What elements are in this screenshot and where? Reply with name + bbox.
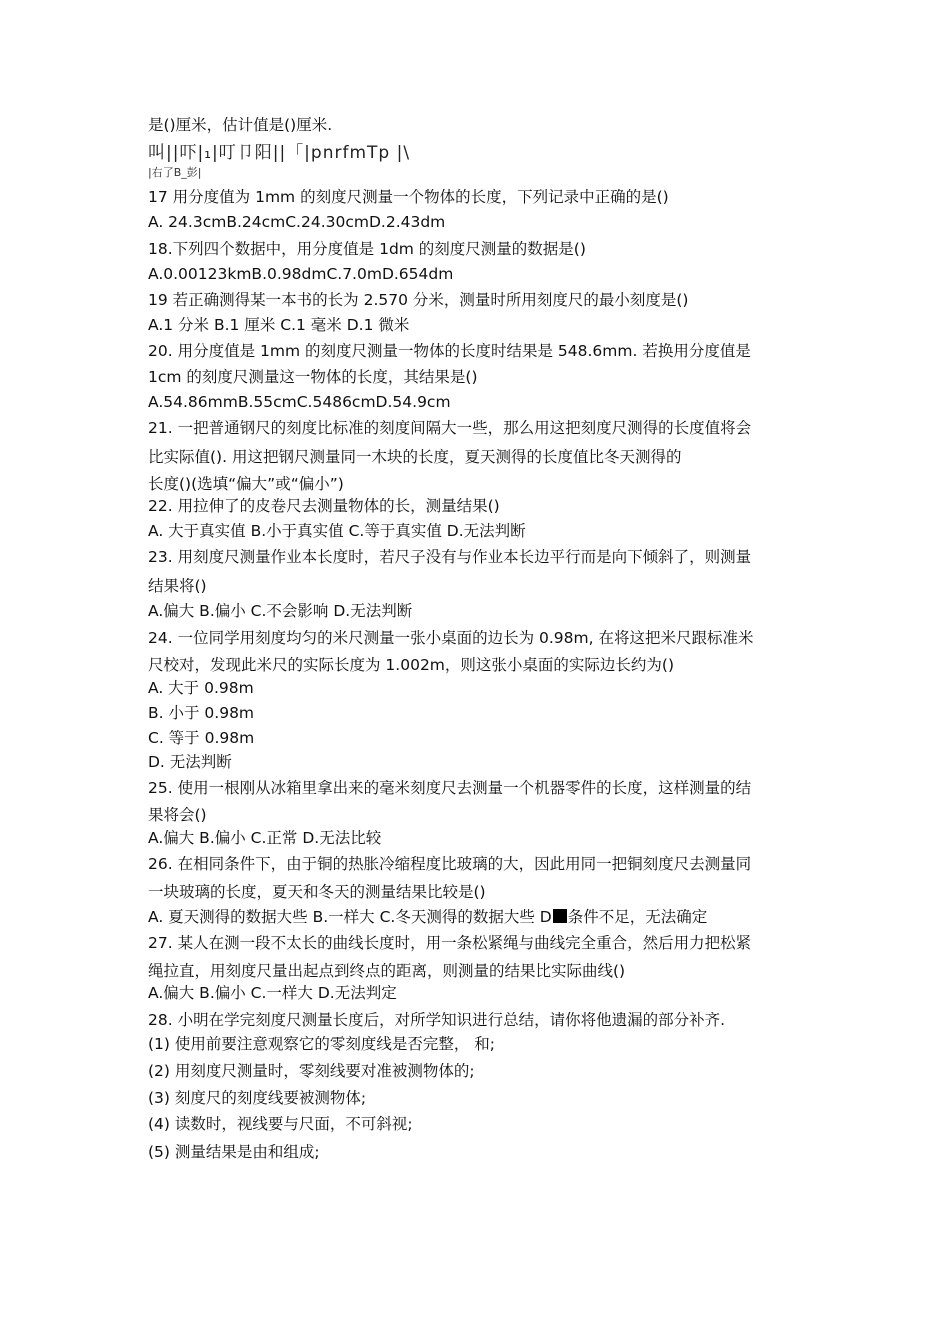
text-line: 是()厘米，估计值是()厘米. [148,116,333,134]
question-19-options: A.1 分米 B.1 厘米 C.1 毫米 D.1 微米 [148,316,410,334]
question-26-cont: 一块玻璃的长度，夏天和冬天的测量结果比较是() [148,883,486,901]
question-24-cont: 尺校对，发现此米尺的实际长度为 1.002m，则这张小桌面的实际边长约为() [148,656,674,674]
question-23-options: A.偏大 B.偏小 C.不会影响 D.无法判断 [148,602,413,620]
question-25-options: A.偏大 B.偏小 C.正常 D.无法比较 [148,829,382,847]
question-20-options: A.54.86mmB.55cmC.5486cmD.54.9cm [148,393,451,411]
question-18: 18.下列四个数据中，用分度值是 1dm 的刻度尺测量的数据是() [148,240,586,258]
question-18-options: A.0.00123kmB.0.98dmC.7.0mD.654dm [148,265,454,283]
option-text: A. 夏天测得的数据大些 B.一样大 C.冬天测得的数据大些 D [148,908,552,926]
question-20: 20. 用分度值是 1mm 的刻度尺测量一物体的长度时结果是 548.6mm. 若换用分度值是 [148,342,751,360]
question-24-option-a: A. 大于 0.98m [148,679,254,697]
question-23: 23. 用刻度尺测量作业本长度时，若尺子没有与作业本长边平行而是向下倾斜了，则测量 [148,548,752,566]
question-24-option-d: D. 无法判断 [148,753,232,771]
option-text: 条件不足，无法确定 [567,908,708,926]
question-24-option-b: B. 小于 0.98m [148,704,255,722]
question-22-options: A. 大于真实值 B.小于真实值 C.等于真实值 D.无法判断 [148,522,526,540]
question-26-options [148,906,707,928]
question-28-item-3: (3) 刻度尺的刻度线要被测物体; [148,1089,367,1107]
ocr-artifact-line: 叫||吓|₁|叮卩阳||「|pnrfmTp |\ [148,143,411,163]
question-28-item-5: (5) 测量结果是由和组成; [148,1143,320,1161]
question-23-cont: 结果将() [148,577,207,595]
question-21-cont: 比实际值(). 用这把钢尺测量同一木块的长度，夏天测得的长度值比冬天测得的 [148,448,682,466]
question-21: 21. 一把普通钢尺的刻度比标准的刻度间隔大一些，那么用这把刻度尺测得的长度值将会 [148,419,752,437]
question-26: 26. 在相同条件下，由于铜的热胀冷缩程度比玻璃的大，因此用同一把铜刻度尺去测量同 [148,855,752,873]
question-17: 17 用分度值为 1mm 的刻度尺测量一个物体的长度，下列记录中正确的是() [148,188,669,206]
question-19: 19 若正确测得某一本书的长为 2.570 分米，测量时所用刻度尺的最小刻度是() [148,291,689,309]
question-20-cont: 1cm 的刻度尺测量这一物体的长度，其结果是() [148,368,478,386]
ocr-artifact-line: |右了B_彭| [148,166,202,179]
question-17-options: A. 24.3cmB.24cmC.24.30cmD.2.43dm [148,213,446,231]
question-28-item-4: (4) 读数时，视线要与尺面，不可斜视; [148,1115,413,1133]
question-21-cont: 长度()(选填“偏大”或“偏小”) [148,475,344,493]
question-28-item-2: (2) 用刻度尺测量时，零刻线要对准被测物体的; [148,1062,475,1080]
black-square-mark [553,909,567,923]
question-28-item-1: (1) 使用前要注意观察它的零刻度线是否完整， 和; [148,1035,496,1053]
question-27: 27. 某人在测一段不太长的曲线长度时，用一条松紧绳与曲线完全重合，然后用力把松紧 [148,934,752,952]
question-25-cont: 果将会() [148,806,207,824]
question-25: 25. 使用一根刚从冰箱里拿出来的毫米刻度尺去测量一个机器零件的长度，这样测量的结 [148,779,752,797]
question-28: 28. 小明在学完刻度尺测量长度后，对所学知识进行总结，请你将他遗漏的部分补齐. [148,1011,726,1029]
question-24-option-c: C. 等于 0.98m [148,729,255,747]
question-27-cont: 绳拉直，用刻度尺量出起点到终点的距离，则测量的结果比实际曲线() [148,962,626,980]
question-27-options: A.偏大 B.偏小 C.一样大 D.无法判定 [148,984,397,1002]
question-24: 24. 一位同学用刻度均匀的米尺测量一张小桌面的边长为 0.98m, 在将这把米尺跟标准米 [148,629,754,647]
question-22: 22. 用拉伸了的皮卷尺去测量物体的长，测量结果() [148,497,500,515]
